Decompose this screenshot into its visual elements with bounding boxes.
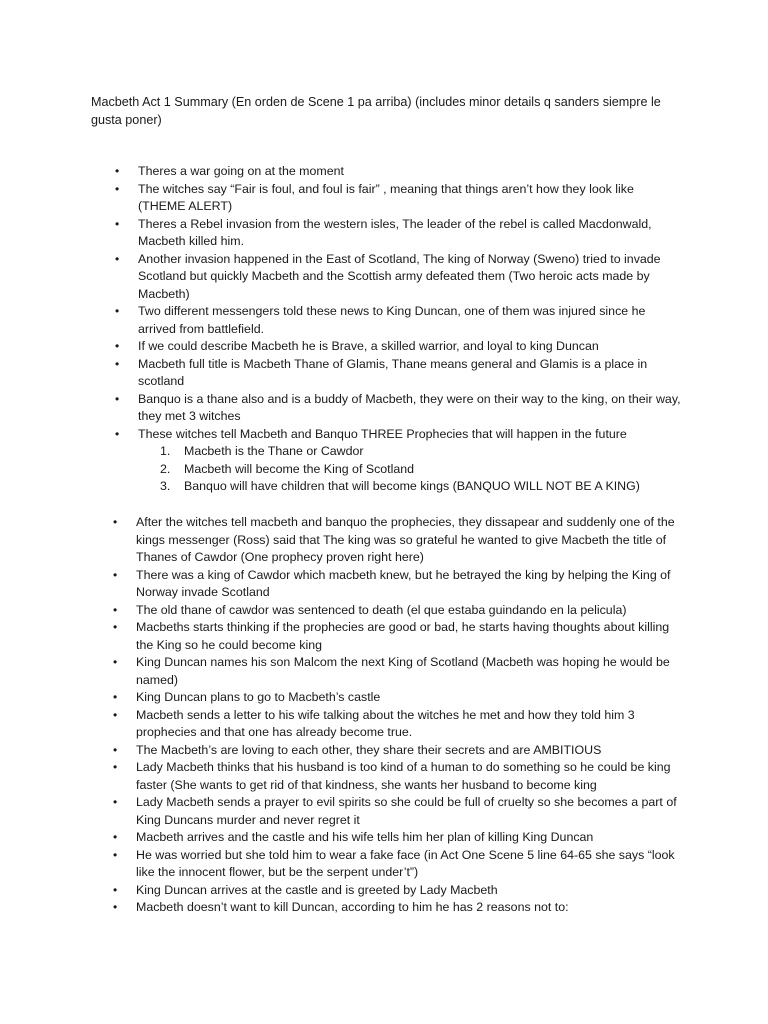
list-item [0,654,686,689]
list-item [0,794,686,829]
list-item [0,251,683,304]
prophecy-item [0,461,684,479]
summary-list-part-2 [0,514,686,917]
list-item [0,514,686,567]
list-item-text: Macbeths starts thinking if the prophecies are good or bad, he starts having thoughts about killing the King so he could become king [136,620,670,652]
bullet-icon: • [113,567,118,582]
list-item [0,426,683,444]
list-item [0,619,686,654]
prophecy-number: 1. [160,444,171,458]
bullet-icon: • [113,830,118,844]
list-item [0,356,683,391]
list-item-text: Macbeth sends a letter to his wife talking about the witches he met and how they told him 3 prophecies and that one has already become true. [136,707,635,739]
bullet-icon: • [113,655,118,669]
list-item [0,303,683,338]
bullet-icon: • [113,515,118,529]
list-item-text: After the witches tell macbeth and banquo the prophecies, they dissapear and suddenly one of the kings messenger (Ross) said that The king was so grateful he wanted to give Macbeth the title of Thanes of Cawdor (One prophecy proven right here) [136,515,675,564]
list-item-text: Macbeth full title is Macbeth Thane of Glamis, Thane means general and Glamis is a place in scotland [138,356,648,388]
bullet-icon: • [113,760,118,774]
list-item-text: Lady Macbeth thinks that his husband is too kind of a human to do something so he could be king faster (She wants to get rid of that kindness, she wants her husband to become king [136,760,671,792]
list-item [0,707,686,742]
list-item-text: King Duncan arrives at the castle and is greeted by Lady Macbeth [136,882,498,897]
list-item [0,163,683,181]
list-item-text: King Duncan names his son Malcom the next King of Scotland (Macbeth was hoping he would be named) [136,655,670,687]
list-item-text: Lady Macbeth sends a prayer to evil spirits so she could be full of cruelty so she becomes a part of King Duncans murder and never regret it [136,795,677,827]
list-item-text: There was a king of Cawdor which macbeth knew, but he betrayed the king by helping the King of Norway invade Scotland [136,567,671,599]
bullet-icon: • [113,847,118,862]
list-item [0,899,686,917]
list-item-text: The Macbeth’s are loving to each other, they share their secrets and are AMBITIOUS [136,742,602,757]
bullet-icon: • [115,251,120,266]
list-item-text: Another invasion happened in the East of Scotland, The king of Norway (Sweno) tried to invade Scotland but quickly Macbeth and the Scottish army defeated them (Two heroic acts made by Macbeth) [138,251,661,301]
bullet-icon: • [115,391,120,406]
list-item-text: Macbeth arrives and the castle and his wife tells him her plan of killing King Duncan [136,830,594,844]
bullet-icon: • [113,742,118,757]
list-item-text: The old thane of cawdor was sentenced to death (el que estaba guindando en la pelicula) [136,602,627,617]
bullet-icon: • [113,707,118,722]
prophecy-text: Banquo will have children that will become kings (BANQUO WILL NOT BE A KING) [184,479,640,493]
list-item [0,338,683,356]
list-item [0,602,686,620]
bullet-icon: • [113,620,118,634]
bullet-icon: • [115,339,120,353]
list-item-text: Theres a Rebel invasion from the western isles, The leader of the rebel is called Macdonwald, Macbeth killed him. [138,216,652,248]
bullet-icon: • [115,356,120,371]
list-item [0,216,683,251]
bullet-icon: • [115,181,120,196]
prophecies-list [0,443,684,496]
prophecy-text: Macbeth is the Thane or Cawdor [184,444,364,458]
bullet-icon: • [115,216,120,231]
list-item [0,759,686,794]
bullet-icon: • [113,795,118,809]
prophecy-item [0,478,684,496]
bullet-icon: • [113,602,118,617]
bullet-icon: • [115,304,120,318]
list-item-text: Macbeth doesn’t want to kill Duncan, according to him he has 2 reasons not to: [136,900,569,914]
bullet-icon: • [115,426,120,441]
list-item [0,689,686,707]
list-item [0,847,686,882]
bullet-icon: • [115,164,120,178]
prophecy-number: 2. [160,461,171,476]
list-item [0,829,686,847]
list-item [0,742,686,760]
list-item-text: These witches tell Macbeth and Banquo THREE Prophecies that will happen in the future [138,426,627,441]
document-title: Macbeth Act 1 Summary (En orden de Scene 1 pa arriba) (includes minor details q sanders siempre le gusta poner) [91,95,661,127]
prophecy-item [0,443,684,461]
prophecy-text: Macbeth will become the King of Scotland [184,461,415,476]
list-item-text: Theres a war going on at the moment [138,164,344,178]
prophecy-number: 3. [160,479,171,493]
list-item [0,567,686,602]
list-item [0,882,686,900]
list-item-text: The witches say “Fair is foul, and foul is fair” , meaning that things aren’t how they look like (THEME ALERT) [138,181,634,213]
list-item-text: He was worried but she told him to wear a fake face (in Act One Scene 5 line 64-65 she says “look like the innocent flower, but be the serpent under’t”) [136,847,675,879]
list-item [0,181,683,216]
bullet-icon: • [113,690,118,704]
list-item-text: Banquo is a thane also and is a buddy of Macbeth, they were on their way to the king, on their way, they met 3 witches [138,391,681,423]
bullet-icon: • [113,900,118,914]
summary-list-part-1 [0,163,684,496]
bullet-icon: • [113,882,118,897]
list-item [0,391,683,426]
list-item-text: King Duncan plans to go to Macbeth’s castle [136,690,381,704]
list-item-text: If we could describe Macbeth he is Brave, a skilled warrior, and loyal to king Duncan [138,339,599,353]
list-item-text: Two different messengers told these news to King Duncan, one of them was injured since he arrived from battlefield. [138,304,646,336]
